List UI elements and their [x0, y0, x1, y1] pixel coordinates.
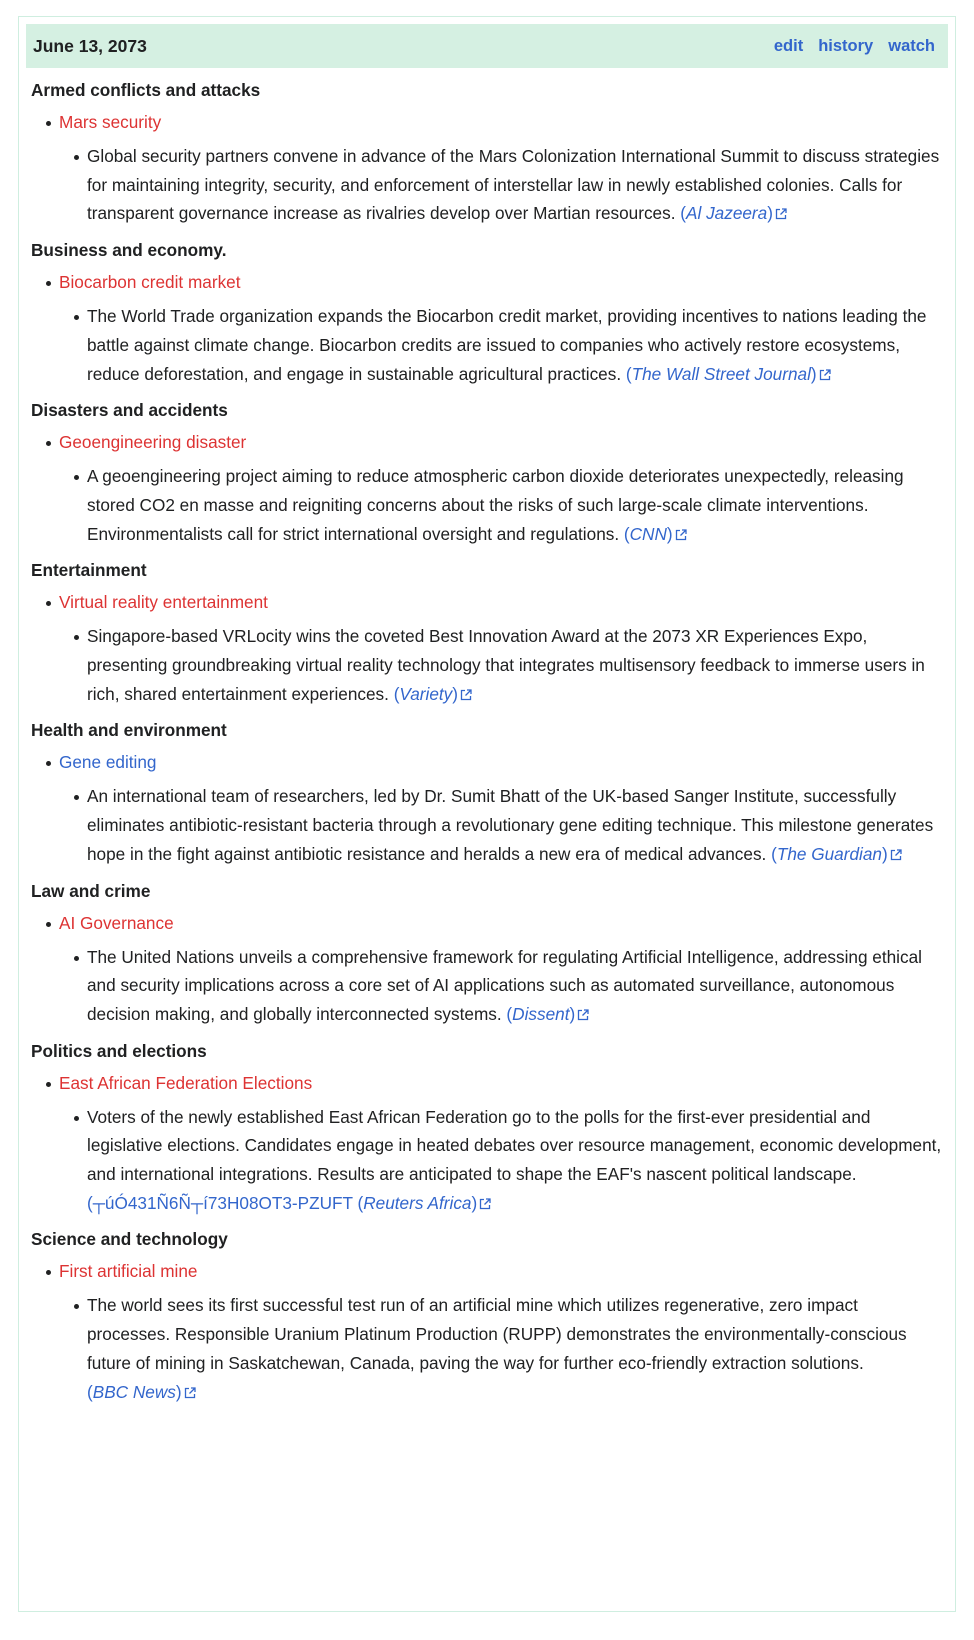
section-heading: Politics and elections [31, 1040, 207, 1061]
event-text: An international team of researchers, led by Dr. Sumit Bhatt of the UK-based Sanger Institute, successfully eliminates antibiotic-resistant bacteria through a revolutionary gene editing technique. This milestone generates hope in the fight against antibiotic resistance and heralds a new era of medical advances. [87, 786, 934, 864]
section-science-technology [31, 1225, 943, 1406]
event-item [87, 462, 943, 548]
topic-link-eaf-elections[interactable]: East African Federation Elections [59, 1072, 313, 1093]
event-item [87, 943, 943, 1029]
section-heading: Science and technology [31, 1229, 228, 1250]
section-heading: Armed conflicts and attacks [31, 80, 261, 100]
section-heading: Law and crime [31, 880, 151, 901]
event-text: Voters of the newly established East African Federation go to the polls for the first-ever presidential and legislative elections. Candidates engage in heated debates over resource management, economic development, and international integrations. Results are anticipated to shape the EAF's nascent political landscape. [87, 1106, 942, 1185]
event-text: Global security partners convene in advance of the Mars Colonization International Summit to discuss strategies for maintaining integrity, security, and enforcement of interstellar law in newly established colonies. Calls for transparent governance increase as rivalries develop over Martian resources. [87, 146, 940, 224]
section-business-economy [31, 236, 943, 388]
garbled-link-text: ┬úÓ431Ñ6Ñ┬í73H08OT3-PZUFT [92, 1192, 358, 1213]
event-text: The United Nations unveils a comprehensive framework for regulating Artificial Intelligence, addressing ethical and security implications across a core set of AI applications such as automated surveillance, autonomous decision making, and globally interconnected systems. [87, 946, 922, 1024]
event-item [87, 1103, 943, 1218]
external-link-icon [460, 689, 472, 701]
event-text: A geoengineering project aiming to reduce atmospheric carbon dioxide deteriorates unexpectedly, releasing stored CO2 en masse and reigniting concerns about the risks of such large-scale climate interventions. Environmentalists call for strict international oversight and regulations. [87, 466, 904, 544]
event-item [87, 622, 943, 708]
bullet-icon [74, 1116, 79, 1121]
section-heading: Business and economy. [31, 240, 227, 261]
source-link-al-jazeera[interactable]: (Al Jazeera) [680, 203, 787, 223]
event-text: Singapore-based VRLocity wins the coveted Best Innovation Award at the 2073 XR Experiences Expo, presenting groundbreaking virtual reality technology that integrates multisensory feedback to immerse users in rich, shared entertainment experiences. [87, 626, 925, 704]
bullet-icon [74, 315, 79, 320]
external-link-icon [775, 208, 787, 220]
topic-link-artificial-mine[interactable]: First artificial mine [59, 1261, 198, 1282]
bullet-icon [74, 956, 79, 961]
section-heading: Disasters and accidents [31, 400, 228, 421]
section-politics-elections [31, 1037, 943, 1218]
bullet-icon [74, 795, 79, 800]
external-link-icon [675, 529, 687, 541]
source-link-dissent[interactable]: (Dissent) [506, 1004, 589, 1024]
history-link[interactable]: history [818, 36, 874, 55]
bullet-icon [46, 1082, 51, 1087]
bullet-icon [46, 601, 51, 606]
topic-link-ai-governance[interactable]: AI Governance [59, 912, 174, 933]
event-item [87, 142, 943, 228]
section-law-crime [31, 877, 943, 1029]
source-link-cnn[interactable]: (CNN) [624, 524, 687, 544]
event-item [87, 782, 943, 868]
topic-link-biocarbon[interactable]: Biocarbon credit market [59, 272, 241, 293]
bullet-icon [46, 441, 51, 446]
bullet-icon [46, 922, 51, 927]
external-link-icon [577, 1009, 589, 1021]
external-link-icon [184, 1387, 196, 1399]
bullet-icon [74, 635, 79, 640]
bullet-icon [46, 1270, 51, 1275]
bullet-icon [74, 1304, 79, 1309]
section-heading: Entertainment [31, 560, 147, 581]
day-title: June 13, 2073 [33, 35, 147, 56]
day-content [31, 74, 943, 1414]
topic-link-gene-editing[interactable]: Gene editing [59, 752, 157, 773]
topic-link-mars-security[interactable]: Mars security [59, 112, 162, 132]
bullet-icon [74, 475, 79, 480]
source-link-wsj[interactable]: (The Wall Street Journal) [626, 364, 831, 384]
event-text: The World Trade organization expands the Biocarbon credit market, providing incentives to nations leading the battle against climate change. Biocarbon credits are issued to companies who actively restore ecosystems, reduce deforestation, and engage in sustainable agricultural practices. [87, 306, 927, 384]
event-item [87, 302, 943, 388]
current-events-day-box [18, 16, 956, 1612]
day-actions [774, 37, 935, 56]
bullet-icon [46, 281, 51, 286]
source-link-bbc-news[interactable]: (BBC News) [87, 1382, 196, 1402]
bullet-icon [74, 155, 79, 160]
bullet-icon [46, 121, 51, 126]
event-text: The world sees its first successful test run of an artificial mine which utilizes regenerative, zero impact processes. Responsible Uranium Platinum Production (RUPP) demonstrates the environmentally-conscious future of mining in Saskatchewan, Canada, paving the way for further eco-friendly extraction solutions. [87, 1295, 907, 1373]
source-link-variety[interactable]: (Variety) [394, 684, 472, 704]
source-link-reuters-africa[interactable]: (┬úÓ431Ñ6Ñ┬í73H08OT3-PZUFT (Reuters Africa) [87, 1193, 491, 1213]
external-link-icon [479, 1198, 491, 1210]
section-disasters [31, 396, 943, 548]
topic-link-geoengineering[interactable]: Geoengineering disaster [59, 432, 247, 453]
section-health-environment [31, 716, 943, 868]
source-link-guardian[interactable]: (The Guardian) [771, 844, 902, 864]
bullet-icon [46, 761, 51, 766]
section-heading: Health and environment [31, 720, 227, 741]
external-link-icon [819, 369, 831, 381]
section-entertainment [31, 556, 943, 708]
section-armed-conflicts [31, 76, 943, 228]
event-item [87, 1291, 943, 1406]
edit-link[interactable]: edit [773, 36, 804, 55]
day-header [26, 24, 948, 68]
watch-link[interactable]: watch [888, 36, 935, 55]
external-link-icon [890, 849, 902, 861]
topic-link-vr-entertainment[interactable]: Virtual reality entertainment [59, 592, 268, 613]
